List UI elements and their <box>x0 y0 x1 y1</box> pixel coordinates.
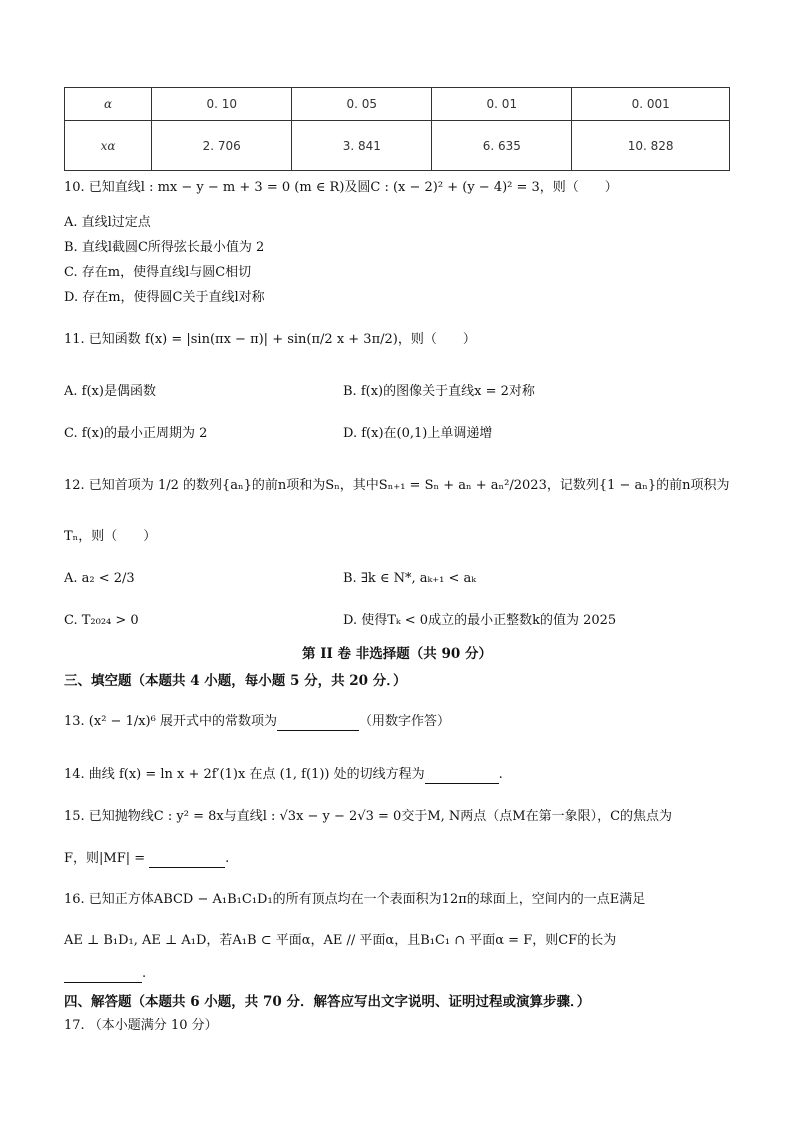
table-cell: 0. 001 <box>572 88 730 121</box>
q17-heading: 17. （本小题满分 10 分） <box>64 1018 218 1033</box>
q12-option-d: D. 使得Tₖ < 0成立的最小正整数k的值为 2025 <box>343 613 617 628</box>
q14 <box>64 766 503 784</box>
table-cell: α <box>65 88 152 121</box>
section3-heading: 三、填空题（本题共 4 小题，每小题 5 分，共 20 分．） <box>64 673 407 689</box>
section4-heading: 四、解答题（本题共 6 小题，共 70 分．解答应写出文字说明、证明过程或演算步骤．） <box>64 994 591 1010</box>
table-cell: 0. 01 <box>432 88 572 121</box>
q13-tail: （用数字作答） <box>358 714 450 729</box>
q12-option-b: B. ∃k ∈ N*, aₖ₊₁ < aₖ <box>343 571 476 586</box>
q12-option-a: A. a₂ < 2/3 <box>64 571 135 586</box>
q11-option-d: D. f(x)在(0,1)上单调递增 <box>343 426 493 441</box>
q10-option-c: C. 存在m，使得直线l与圆C相切 <box>64 265 252 280</box>
table-cell: 0. 10 <box>152 88 292 121</box>
q11-option-c: C. f(x)的最小正周期为 2 <box>64 426 208 441</box>
table-cell: xα <box>65 121 152 171</box>
q10-option-a: A. 直线l过定点 <box>64 215 151 230</box>
q16 <box>64 965 146 983</box>
table-cell: 2. 706 <box>152 121 292 171</box>
answer-blank <box>277 716 359 731</box>
q10-stem: 10. 已知直线l : mx − y − m + 3 = 0 (m ∈ R)及圆C : (x − 2)² + (y − 4)² = 3，则（ ） <box>64 180 618 195</box>
q12-stem: 12. 已知首项为 1/2 的数列{aₙ}的前n项和为Sₙ，其中Sₙ₊₁ = Sₙ + aₙ + aₙ²/2023，记数列{1 − aₙ}的前n项积为 <box>64 478 730 493</box>
q14-tail: . <box>498 767 503 782</box>
q15-tail: . <box>225 851 230 866</box>
q12-stem-cont: Tₙ，则（ ） <box>64 529 157 544</box>
table-cell: 10. 828 <box>572 121 730 171</box>
q16-text2: AE ⊥ B₁D₁, AE ⊥ A₁D，若A₁B ⊂ 平面α，AE // 平面α，且B₁C₁ ∩ 平面α = F，则CF的长为 <box>64 933 617 948</box>
table-cell: 6. 635 <box>432 121 572 171</box>
answer-blank <box>425 769 499 784</box>
q11-option-a: A. f(x)是偶函数 <box>64 384 156 399</box>
q11-stem: 11. 已知函数 f(x) = |sin(πx − π)| + sin(π/2 x + 3π/2)，则（ ） <box>64 332 476 347</box>
q16-tail: . <box>142 966 147 981</box>
part2-title: 第 II 卷 非选择题（共 90 分） <box>302 646 492 662</box>
q15 <box>64 850 229 868</box>
q13-text: 13. (x² − 1/x)⁶ 展开式中的常数项为 <box>64 714 277 729</box>
q15-text2: F，则|MF| = <box>64 851 146 866</box>
critical-value-table <box>64 87 730 171</box>
q10-option-d: D. 存在m，使得圆C关于直线l对称 <box>64 290 265 305</box>
q13 <box>64 713 450 731</box>
table-row <box>65 88 730 121</box>
q14-text: 14. 曲线 f(x) = ln x + 2f′(1)x 在点 (1, f(1)) 处的切线方程为 <box>64 767 425 782</box>
q15-text: 15. 已知抛物线C : y² = 8x与直线l : √3x − y − 2√3 = 0交于M, N两点（点M在第一象限），C的焦点为 <box>64 809 673 824</box>
q16-text: 16. 已知正方体ABCD − A₁B₁C₁D₁的所有顶点均在一个表面积为12π的球面上，空间内的一点E满足 <box>64 892 646 907</box>
answer-blank <box>64 968 142 983</box>
q10-option-b: B. 直线l截圆C所得弦长最小值为 2 <box>64 240 265 255</box>
table-row <box>65 121 730 171</box>
table-cell: 0. 05 <box>292 88 432 121</box>
q12-option-c: C. T₂₀₂₄ > 0 <box>64 613 139 628</box>
table-cell: 3. 841 <box>292 121 432 171</box>
answer-blank <box>149 853 225 868</box>
q11-option-b: B. f(x)的图像关于直线x = 2对称 <box>343 384 535 399</box>
